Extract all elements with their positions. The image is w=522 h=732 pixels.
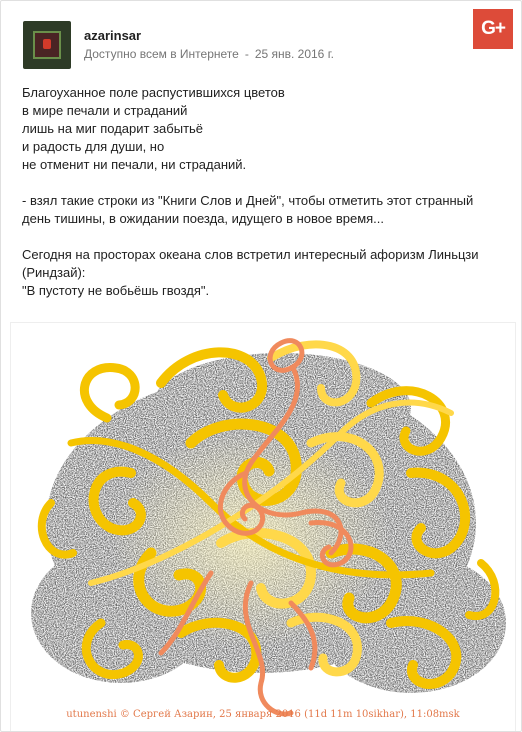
google-plus-icon[interactable]: G+	[473, 9, 513, 49]
avatar[interactable]	[23, 21, 71, 69]
post-meta	[84, 47, 334, 61]
poem-line: лишь на миг подарит забытьё	[22, 121, 204, 136]
poem-line: в мире печали и страданий	[22, 103, 188, 118]
paragraph-line: Сегодня на просторах океана слов встретил интересный афоризм Линьцзи	[22, 247, 479, 262]
meta-separator: -	[244, 47, 249, 61]
post-body	[22, 84, 502, 300]
paragraph-line: "В пустоту не вобьёшь гвоздя".	[22, 283, 210, 298]
artwork-image	[11, 323, 515, 731]
post-image[interactable]	[10, 322, 516, 732]
author-name[interactable]: azarinsar	[84, 28, 142, 43]
poem-line: Благоуханное поле распустившихся цветов	[22, 85, 285, 100]
poem-line: и радость для души, но	[22, 139, 165, 154]
paragraph-line: день тишины, в ожидании поезда, идущего в новое время...	[22, 211, 385, 226]
post-date[interactable]: 25 янв. 2016 г.	[254, 47, 334, 61]
paragraph-line: (Риндзай):	[22, 265, 86, 280]
poem-line: не отменит ни печали, ни страданий.	[22, 157, 247, 172]
image-caption: utunenshi © Сергей Азарин, 25 января 2016 (11d 11m 10sikhar), 11:08msk	[66, 709, 460, 720]
paragraph-line: - взял такие строки из "Книги Слов и Дней", чтобы отметить этот странный	[22, 193, 474, 208]
visibility-label: Доступно всем в Интернете	[84, 47, 239, 61]
